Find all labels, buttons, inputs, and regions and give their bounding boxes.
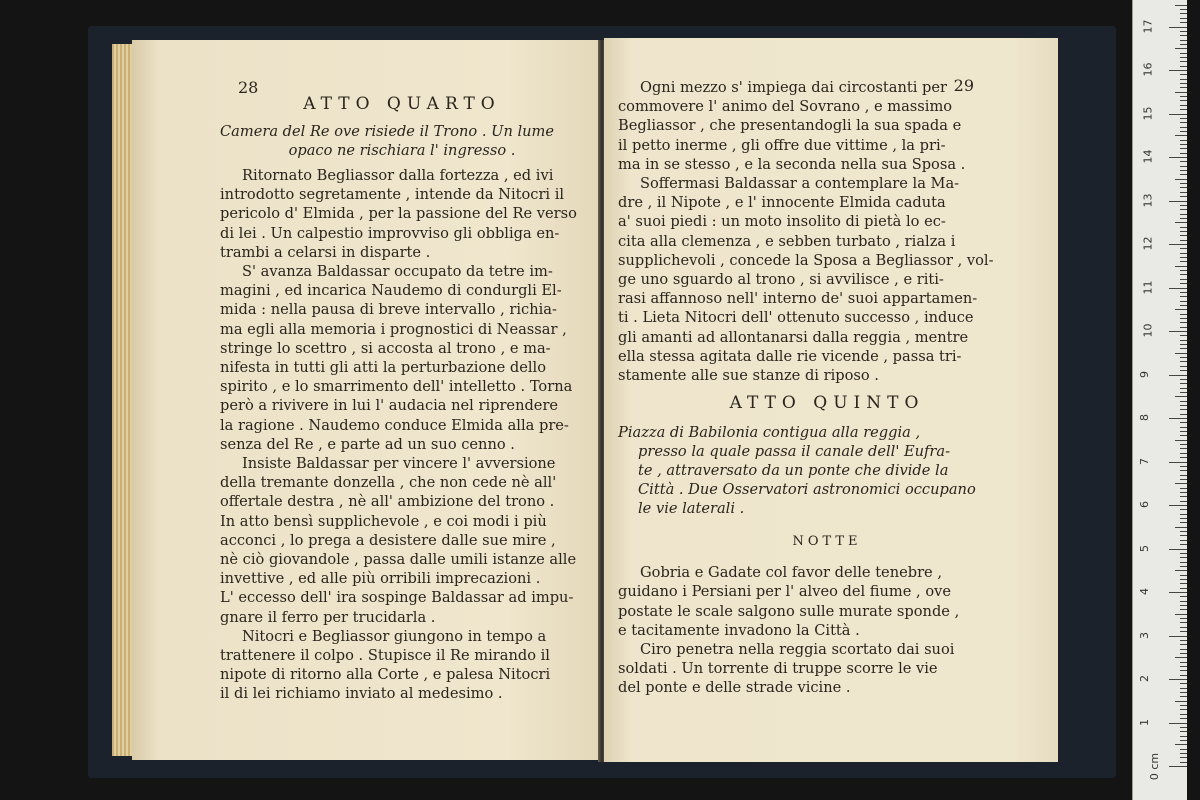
ruler-tick bbox=[1180, 475, 1187, 476]
ruler-number: 11 bbox=[1141, 280, 1155, 294]
ruler-tick bbox=[1169, 592, 1187, 593]
ruler-tick bbox=[1169, 766, 1187, 767]
text-line: Soffermasi Baldassar a contemplare la Ma- bbox=[640, 175, 960, 193]
stage-line: Città . Due Osservatori astronomici occupano bbox=[638, 481, 976, 499]
text-line: però a rivivere in lui l' audacia nel riprendere bbox=[220, 397, 559, 415]
ruler-tick bbox=[1180, 553, 1187, 554]
ruler-tick bbox=[1180, 753, 1187, 754]
ruler-number: 8 bbox=[1138, 414, 1151, 421]
ruler-tick bbox=[1180, 644, 1187, 645]
ruler-tick bbox=[1180, 148, 1187, 149]
ruler-tick bbox=[1180, 174, 1187, 175]
ruler-tick bbox=[1180, 466, 1187, 467]
ruler-tick bbox=[1169, 114, 1187, 115]
ruler-tick bbox=[1180, 692, 1187, 693]
ruler-tick bbox=[1180, 492, 1187, 493]
ruler-tick bbox=[1180, 218, 1187, 219]
ruler-tick bbox=[1175, 440, 1187, 441]
ruler-tick bbox=[1180, 649, 1187, 650]
ruler-tick bbox=[1169, 157, 1187, 158]
ruler-tick bbox=[1180, 479, 1187, 480]
ruler-tick bbox=[1180, 61, 1187, 62]
ruler-tick bbox=[1169, 418, 1187, 419]
stage-line: Camera del Re ove risiede il Trono . Un lume bbox=[220, 123, 555, 140]
ruler-tick bbox=[1180, 562, 1187, 563]
page-number: 29 bbox=[953, 76, 974, 95]
ruler-tick bbox=[1175, 527, 1187, 528]
text-line: la ragione . Naudemo conduce Elmida alla pre- bbox=[220, 416, 569, 434]
ruler-tick bbox=[1180, 13, 1187, 14]
text-line: gli amanti ad allontanarsi dalla reggia , mentre bbox=[618, 328, 969, 346]
ruler-tick bbox=[1180, 161, 1187, 162]
ruler-tick bbox=[1169, 331, 1187, 332]
ruler-tick bbox=[1180, 53, 1187, 54]
ruler-tick bbox=[1180, 522, 1187, 523]
ruler-tick bbox=[1180, 544, 1187, 545]
stage-line: opaco ne rischiara l' ingresso . bbox=[288, 142, 516, 159]
stage-line: Piazza di Babilonia contigua alla reggia , bbox=[618, 424, 921, 442]
ruler-tick bbox=[1180, 327, 1187, 328]
ruler-tick bbox=[1180, 596, 1187, 597]
ruler-tick bbox=[1175, 135, 1187, 136]
ruler-tick bbox=[1180, 235, 1187, 236]
ruler-tick bbox=[1169, 288, 1187, 289]
ruler-tick bbox=[1180, 227, 1187, 228]
ruler-tick bbox=[1180, 575, 1187, 576]
ruler-tick bbox=[1175, 266, 1187, 267]
ruler-tick bbox=[1180, 57, 1187, 58]
ruler-tick bbox=[1169, 27, 1187, 28]
ruler-number: 12 bbox=[1141, 236, 1155, 251]
ruler-tick bbox=[1180, 383, 1187, 384]
ruler-tick bbox=[1180, 370, 1187, 371]
ruler-tick bbox=[1175, 396, 1187, 397]
ruler-tick bbox=[1180, 66, 1187, 67]
ruler-tick bbox=[1180, 718, 1187, 719]
ruler-tick bbox=[1180, 405, 1187, 406]
stage-direction bbox=[220, 122, 584, 160]
ruler-number: 3 bbox=[1138, 631, 1151, 639]
ruler-tick bbox=[1169, 549, 1187, 550]
text-line: trambi a celarsi in disparte . bbox=[220, 243, 431, 261]
ruler-tick bbox=[1175, 48, 1187, 49]
ruler-unit-label: 0 cm bbox=[1148, 752, 1162, 781]
ruler-tick bbox=[1180, 348, 1187, 349]
ruler-tick bbox=[1180, 214, 1187, 215]
ruler-tick bbox=[1180, 100, 1187, 101]
text-line: S' avanza Baldassar occupato da tetre im- bbox=[242, 263, 553, 281]
text-line: magini , ed incarica Naudemo di condurgli El- bbox=[220, 282, 562, 300]
text-line: ma egli alla memoria i prognostici di Neassar , bbox=[220, 320, 567, 338]
ruler-tick bbox=[1180, 448, 1187, 449]
ruler-tick bbox=[1180, 622, 1187, 623]
right-body-text bbox=[618, 78, 1036, 385]
ruler-tick bbox=[1180, 153, 1187, 154]
ruler-tick bbox=[1180, 192, 1187, 193]
ruler-tick bbox=[1180, 283, 1187, 284]
text-line: commovere l' animo del Sovrano , e massimo bbox=[618, 98, 953, 116]
ruler-tick bbox=[1180, 531, 1187, 532]
ruler-tick bbox=[1175, 179, 1187, 180]
text-line: nifesta in tutti gli atti la perturbazione dello bbox=[220, 359, 547, 377]
ruler-tick bbox=[1175, 701, 1187, 702]
text-line: stamente alle sue stanze di riposo . bbox=[618, 367, 879, 385]
text-line: a' suoi piedi : un moto insolito di pietà lo ec- bbox=[618, 213, 946, 231]
act-title: ATTO QUINTO bbox=[729, 393, 925, 414]
ruler-number: 2 bbox=[1138, 675, 1151, 682]
ruler-tick bbox=[1169, 244, 1187, 245]
ruler-tick bbox=[1180, 409, 1187, 410]
ruler-tick bbox=[1175, 744, 1187, 745]
ruler-tick bbox=[1180, 683, 1187, 684]
ruler-tick bbox=[1180, 257, 1187, 258]
ruler-tick bbox=[1180, 35, 1187, 36]
ruler-tick bbox=[1180, 435, 1187, 436]
ruler-tick bbox=[1180, 18, 1187, 19]
ruler-number: 17 bbox=[1141, 19, 1155, 33]
text-line: trattenere il colpo . Stupisce il Re mirando il bbox=[220, 647, 550, 665]
ruler-tick bbox=[1180, 183, 1187, 184]
text-line: e tacitamente invadono la Città . bbox=[618, 621, 860, 639]
stage-direction bbox=[618, 423, 1036, 518]
ruler-tick bbox=[1180, 453, 1187, 454]
text-line: senza del Re , e parte ad un suo cenno . bbox=[220, 435, 515, 453]
ruler-tick bbox=[1180, 118, 1187, 119]
notes-heading: NOTTE bbox=[792, 534, 862, 550]
ruler-tick bbox=[1169, 679, 1187, 680]
ruler-tick bbox=[1169, 723, 1187, 724]
ruler-tick bbox=[1180, 401, 1187, 402]
text-line: ma in se stesso , e la seconda nella sua Sposa . bbox=[618, 155, 966, 173]
ruler-tick bbox=[1180, 109, 1187, 110]
ruler-tick bbox=[1180, 518, 1187, 519]
ruler-number: 10 bbox=[1141, 323, 1155, 338]
text-line: mida : nella pausa di breve intervallo , richia- bbox=[220, 301, 557, 319]
ruler-tick bbox=[1180, 583, 1187, 584]
ruler-tick bbox=[1180, 292, 1187, 293]
ruler-tick bbox=[1180, 274, 1187, 275]
ruler-tick bbox=[1180, 196, 1187, 197]
text-line: stringe lo scettro , si accosta al trono , e ma- bbox=[220, 339, 551, 357]
ruler-tick bbox=[1180, 205, 1187, 206]
text-line: Begliassor , che presentandogli la sua spada e bbox=[618, 117, 962, 135]
text-line: invettive , ed alle più orribili imprecazioni . bbox=[220, 570, 541, 588]
ruler-tick bbox=[1180, 618, 1187, 619]
text-line: Ciro penetra nella reggia scortato dai suoi bbox=[640, 641, 955, 659]
ruler-tick bbox=[1169, 462, 1187, 463]
text-line: Ritornato Begliassor dalla fortezza , ed ivi bbox=[242, 167, 554, 184]
notes-body-text bbox=[618, 563, 1036, 697]
ruler-tick bbox=[1180, 470, 1187, 471]
ruler-tick bbox=[1180, 105, 1187, 106]
text-line: il petto inerme , gli offre due vittime , la pri- bbox=[618, 136, 946, 154]
ruler-tick bbox=[1180, 514, 1187, 515]
act-title: ATTO QUARTO bbox=[303, 94, 501, 114]
text-line: spirito , e lo smarrimento dell' intelletto . Torna bbox=[220, 378, 573, 396]
ruler-tick bbox=[1180, 9, 1187, 10]
ruler-tick bbox=[1180, 314, 1187, 315]
ruler-tick bbox=[1180, 727, 1187, 728]
ruler-tick bbox=[1180, 540, 1187, 541]
text-line: acconci , lo prega a desistere dalle sue mire , bbox=[220, 531, 556, 549]
ruler-tick bbox=[1175, 92, 1187, 93]
ruler-tick bbox=[1180, 670, 1187, 671]
right-page bbox=[604, 38, 1058, 762]
ruler-tick bbox=[1180, 187, 1187, 188]
ruler-tick bbox=[1180, 496, 1187, 497]
text-line: L' eccesso dell' ira sospinge Baldassar ad impu- bbox=[220, 589, 574, 607]
ruler-tick bbox=[1180, 279, 1187, 280]
text-line: Insiste Baldassar per vincere l' avversione bbox=[242, 455, 556, 473]
ruler-tick bbox=[1175, 309, 1187, 310]
ruler-tick bbox=[1175, 657, 1187, 658]
text-line: cita alla clemenza , e sebben turbato , rialza i bbox=[618, 232, 956, 250]
ruler-tick bbox=[1180, 74, 1187, 75]
text-line: il di lei richiamo inviato al medesimo . bbox=[220, 685, 503, 703]
text-line: dre , il Nipote , e l' innocente Elmida caduta bbox=[618, 194, 946, 212]
ruler-number: 7 bbox=[1138, 457, 1151, 465]
ruler-tick bbox=[1180, 170, 1187, 171]
ruler-tick bbox=[1180, 31, 1187, 32]
stage-line: presso la quale passa il canale dell' Eufra- bbox=[638, 443, 951, 461]
text-line: pericolo d' Elmida , per la passione del Re verso bbox=[220, 205, 577, 223]
ruler-tick bbox=[1180, 688, 1187, 689]
ruler-tick bbox=[1180, 609, 1187, 610]
ruler-tick bbox=[1180, 44, 1187, 45]
ruler-tick bbox=[1180, 488, 1187, 489]
ruler-tick bbox=[1175, 222, 1187, 223]
ruler-tick bbox=[1180, 87, 1187, 88]
ruler-tick bbox=[1169, 201, 1187, 202]
ruler-tick bbox=[1180, 501, 1187, 502]
ruler-tick bbox=[1180, 601, 1187, 602]
ruler-tick bbox=[1169, 375, 1187, 376]
ruler-tick bbox=[1180, 709, 1187, 710]
ruler-tick bbox=[1180, 166, 1187, 167]
ruler-tick bbox=[1180, 422, 1187, 423]
ruler-tick bbox=[1180, 757, 1187, 758]
ruler-tick bbox=[1180, 762, 1187, 763]
ruler-tick bbox=[1180, 427, 1187, 428]
ruler-number: 9 bbox=[1138, 370, 1151, 378]
ruler-tick bbox=[1180, 79, 1187, 80]
text-line: In atto bensì supplichevole , e coi modi i più bbox=[220, 512, 547, 530]
ruler-tick bbox=[1180, 379, 1187, 380]
ruler-tick bbox=[1180, 83, 1187, 84]
measurement-ruler bbox=[1132, 0, 1187, 800]
ruler-tick bbox=[1180, 388, 1187, 389]
ruler-tick bbox=[1180, 240, 1187, 241]
ruler-number: 16 bbox=[1141, 62, 1155, 77]
ruler-tick bbox=[1180, 631, 1187, 632]
ruler-tick bbox=[1180, 140, 1187, 141]
ruler-tick bbox=[1180, 322, 1187, 323]
text-line: del ponte e delle strade vicine . bbox=[618, 679, 851, 697]
ruler-tick bbox=[1180, 457, 1187, 458]
text-line: Gobria e Gadate col favor delle tenebre , bbox=[640, 564, 942, 582]
page-number: 28 bbox=[238, 78, 259, 97]
ruler-tick bbox=[1180, 705, 1187, 706]
text-line: offertale destra , nè all' ambizione del trono . bbox=[220, 493, 555, 511]
ruler-tick bbox=[1175, 5, 1187, 6]
text-line: ti . Lieta Nitocri dell' ottenuto successo , induce bbox=[618, 309, 974, 327]
ruler-tick bbox=[1169, 70, 1187, 71]
ruler-tick bbox=[1180, 675, 1187, 676]
text-line: gnare il ferro per trucidarla . bbox=[220, 608, 436, 626]
ruler-number: 5 bbox=[1138, 544, 1151, 552]
left-body-text bbox=[220, 166, 584, 704]
ruler-tick bbox=[1180, 444, 1187, 445]
ruler-number: 15 bbox=[1141, 106, 1155, 120]
ruler-tick bbox=[1180, 653, 1187, 654]
ruler-tick bbox=[1180, 361, 1187, 362]
ruler-tick bbox=[1180, 96, 1187, 97]
ruler-tick bbox=[1169, 505, 1187, 506]
text-line: soldati . Un torrente di truppe scorre le vie bbox=[618, 660, 938, 678]
ruler-number: 1 bbox=[1138, 718, 1151, 726]
stage-line: te , attraversato da un ponte che divide la bbox=[638, 462, 949, 480]
ruler-tick bbox=[1180, 131, 1187, 132]
ruler-tick bbox=[1180, 662, 1187, 663]
text-line: Nitocri e Begliassor giungono in tempo a bbox=[242, 627, 547, 645]
ruler-tick bbox=[1180, 270, 1187, 271]
ruler-tick bbox=[1180, 122, 1187, 123]
text-line: ella stessa agitata dalle rie vicende , passa tri- bbox=[618, 347, 962, 365]
ruler-tick bbox=[1175, 353, 1187, 354]
ruler-tick bbox=[1180, 696, 1187, 697]
ruler-tick bbox=[1175, 614, 1187, 615]
ruler-tick bbox=[1180, 357, 1187, 358]
ruler-tick bbox=[1169, 636, 1187, 637]
ruler-tick bbox=[1180, 588, 1187, 589]
ruler-tick bbox=[1180, 318, 1187, 319]
text-line: introdotto segretamente , intende da Nitocri il bbox=[220, 186, 565, 204]
ruler-tick bbox=[1180, 261, 1187, 262]
ruler-tick bbox=[1180, 296, 1187, 297]
ruler-tick bbox=[1180, 509, 1187, 510]
ruler-tick bbox=[1180, 340, 1187, 341]
ruler-tick bbox=[1180, 344, 1187, 345]
text-line: della tremante donzella , che non cede nè all' bbox=[220, 474, 557, 492]
ruler-tick bbox=[1180, 736, 1187, 737]
ruler-tick bbox=[1180, 566, 1187, 567]
text-line: supplichevoli , concede la Sposa a Begliassor , vol- bbox=[618, 251, 994, 269]
ruler-tick bbox=[1180, 40, 1187, 41]
text-line: Ogni mezzo s' impiega dai circostanti per bbox=[640, 79, 947, 96]
ruler-tick bbox=[1180, 301, 1187, 302]
ruler-tick bbox=[1180, 231, 1187, 232]
ruler-tick bbox=[1180, 431, 1187, 432]
ruler-number: 4 bbox=[1138, 588, 1151, 595]
text-line: rasi affannoso nell' interno de' suoi appartamen- bbox=[618, 290, 978, 308]
ruler-tick bbox=[1180, 209, 1187, 210]
ruler-tick bbox=[1180, 749, 1187, 750]
text-line: di lei . Un calpestio improvviso gli obbliga en- bbox=[220, 224, 560, 242]
ruler-number: 14 bbox=[1141, 149, 1155, 164]
ruler-tick bbox=[1180, 253, 1187, 254]
left-page bbox=[132, 40, 600, 760]
ruler-tick bbox=[1180, 535, 1187, 536]
ruler-tick bbox=[1175, 570, 1187, 571]
ruler-tick bbox=[1180, 557, 1187, 558]
text-line: guidano i Persiani per l' alveo del fiume , ove bbox=[618, 583, 951, 601]
ruler-tick bbox=[1180, 731, 1187, 732]
stage-line: le vie laterali . bbox=[638, 500, 745, 518]
ruler-tick bbox=[1180, 579, 1187, 580]
ruler-tick bbox=[1180, 366, 1187, 367]
ruler-tick bbox=[1180, 714, 1187, 715]
ruler-tick bbox=[1180, 605, 1187, 606]
text-line: nipote di ritorno alla Corte , e palesa Nitocri bbox=[220, 666, 551, 684]
ruler-tick bbox=[1180, 392, 1187, 393]
ruler-number: 13 bbox=[1141, 193, 1155, 207]
ruler-tick bbox=[1180, 305, 1187, 306]
ruler-tick bbox=[1180, 335, 1187, 336]
text-line: nè ciò giovandole , passa dalle umili istanze alle bbox=[220, 551, 577, 569]
ruler-tick bbox=[1180, 248, 1187, 249]
ruler-tick bbox=[1180, 127, 1187, 128]
text-line: postate le scale salgono sulle murate sponde , bbox=[618, 602, 960, 620]
ruler-tick bbox=[1180, 22, 1187, 23]
ruler-tick bbox=[1180, 740, 1187, 741]
text-line: ge uno sguardo al trono , si avvilisce , e riti- bbox=[618, 271, 944, 289]
ruler-tick bbox=[1175, 483, 1187, 484]
ruler-number: 6 bbox=[1138, 501, 1151, 508]
ruler-tick bbox=[1180, 144, 1187, 145]
ruler-tick bbox=[1180, 666, 1187, 667]
ruler-tick bbox=[1180, 640, 1187, 641]
ruler-tick bbox=[1180, 414, 1187, 415]
ruler-tick bbox=[1180, 627, 1187, 628]
